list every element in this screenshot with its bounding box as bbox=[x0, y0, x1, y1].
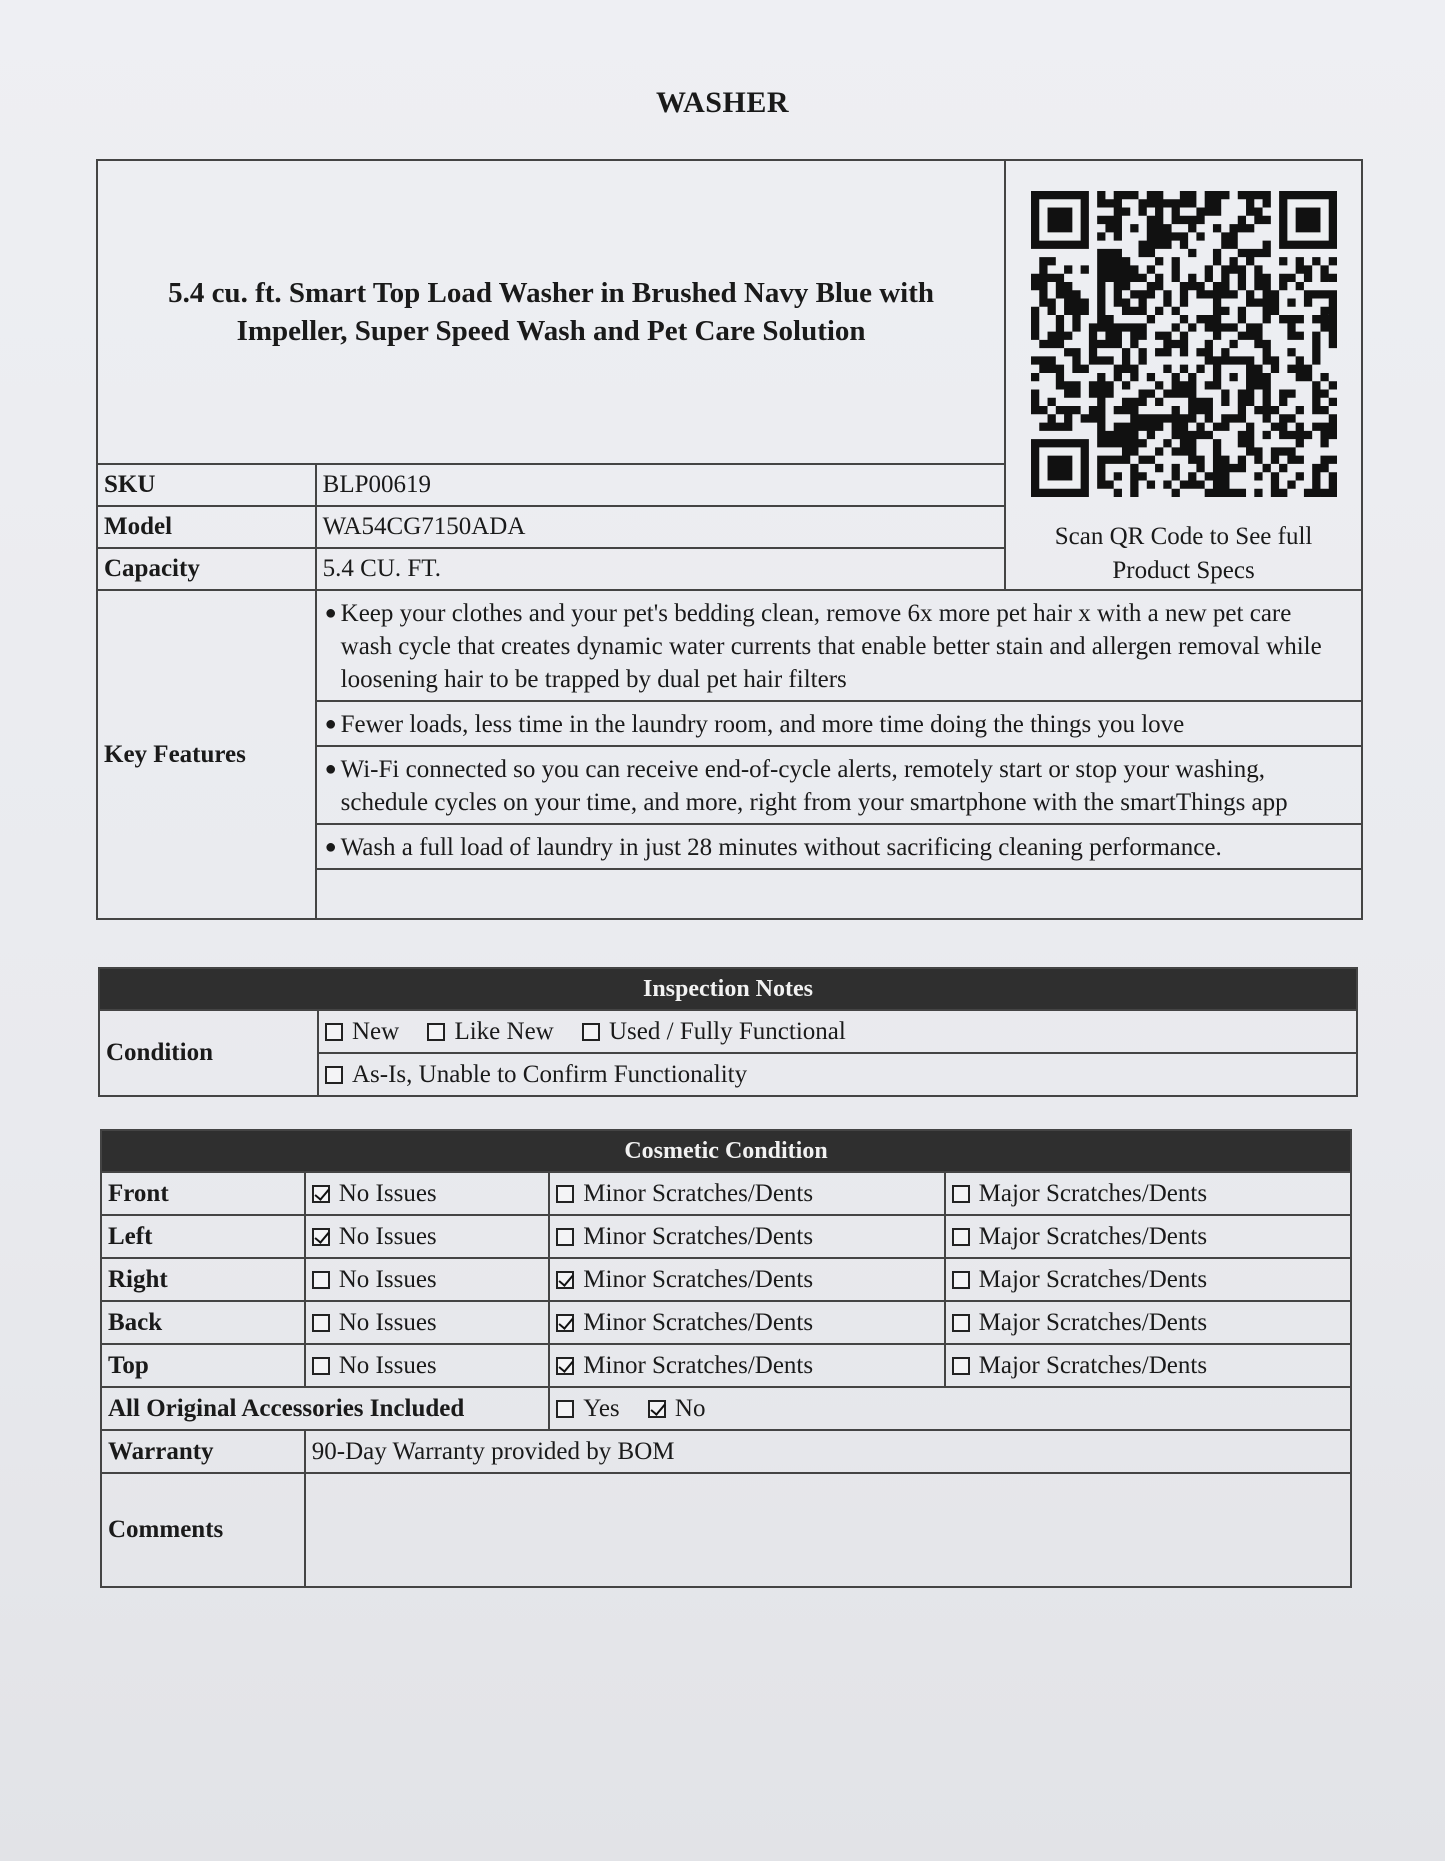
comments-field[interactable] bbox=[305, 1473, 1351, 1587]
option-no-issues bbox=[305, 1301, 550, 1344]
checkbox-icon[interactable] bbox=[952, 1185, 970, 1203]
checkbox-icon[interactable] bbox=[648, 1400, 666, 1418]
option-minor-scratches bbox=[549, 1301, 944, 1344]
feature-text: Wash a full load of laundry in just 28 minutes without sacrificing cleaning performance. bbox=[340, 834, 1222, 861]
choice-minor-scratches[interactable] bbox=[556, 1223, 813, 1251]
option-no-issues bbox=[305, 1172, 550, 1215]
option-minor-scratches bbox=[549, 1258, 944, 1301]
option-no-issues bbox=[305, 1344, 550, 1387]
option-label: Minor Scratches/Dents bbox=[583, 1222, 814, 1250]
bullet-icon: ● bbox=[324, 758, 337, 780]
checkbox-icon[interactable] bbox=[312, 1185, 330, 1203]
checkbox-icon[interactable] bbox=[556, 1271, 574, 1289]
choice-major-scratches[interactable] bbox=[952, 1223, 1207, 1251]
document-title: WASHER bbox=[655, 86, 790, 119]
option-major-scratches bbox=[945, 1172, 1351, 1215]
inspection-notes-table bbox=[98, 967, 1358, 1097]
inspection-notes-header: Inspection Notes bbox=[99, 968, 1357, 1010]
model-label: Model bbox=[97, 506, 316, 548]
checkbox-icon[interactable] bbox=[952, 1271, 970, 1289]
option-minor-scratches bbox=[549, 1172, 944, 1215]
checkbox-icon[interactable] bbox=[556, 1185, 574, 1203]
bullet-icon: ● bbox=[324, 713, 337, 735]
feature-text: Keep your clothes and your pet's bedding clean, remove 6x more pet hair x with a new pet care wash cycle that creates dynamic water currents that enable better stain and allergen removal while loosening hair to be trapped by dual pet hair filters bbox=[340, 600, 1322, 693]
option-label: Major Scratches/Dents bbox=[978, 1179, 1208, 1207]
feature-text: Wi-Fi connected so you can receive end-of-cycle alerts, remotely start or stop your washing, schedule cycles on your time, and more, right from your smartphone with the smartThings app bbox=[340, 756, 1288, 816]
sku-value: BLP00619 bbox=[316, 464, 1005, 506]
checkbox-icon[interactable] bbox=[312, 1271, 330, 1289]
feature-item bbox=[317, 746, 1361, 824]
cosmetic-condition-header: Cosmetic Condition bbox=[101, 1130, 1351, 1172]
option-label: Minor Scratches/Dents bbox=[583, 1179, 814, 1207]
choice-minor-scratches[interactable] bbox=[556, 1266, 813, 1294]
accessories-label: All Original Accessories Included bbox=[101, 1387, 549, 1430]
qr-caption bbox=[1012, 520, 1355, 588]
option-no-issues bbox=[305, 1258, 550, 1301]
choice-major-scratches[interactable] bbox=[952, 1180, 1207, 1208]
option-label: As-Is, Unable to Confirm Functionality bbox=[352, 1060, 748, 1088]
option-minor-scratches bbox=[549, 1344, 944, 1387]
choice-minor-scratches[interactable] bbox=[556, 1180, 813, 1208]
option-label: Yes bbox=[583, 1394, 620, 1422]
checkbox-icon[interactable] bbox=[952, 1228, 970, 1246]
option-label: Major Scratches/Dents bbox=[978, 1265, 1208, 1293]
choice-no-issues[interactable] bbox=[312, 1352, 437, 1380]
sku-label: SKU bbox=[97, 464, 316, 506]
warranty-label: Warranty bbox=[101, 1430, 305, 1473]
accessories-yes[interactable] bbox=[556, 1395, 619, 1423]
checkbox-icon[interactable] bbox=[952, 1314, 970, 1332]
side-label: Right bbox=[101, 1258, 305, 1301]
option-label: No Issues bbox=[338, 1308, 437, 1336]
option-minor-scratches bbox=[549, 1215, 944, 1258]
product-name bbox=[97, 160, 1005, 464]
checkbox-icon[interactable] bbox=[312, 1357, 330, 1375]
cosmetic-row-back bbox=[101, 1301, 1351, 1344]
choice-minor-scratches[interactable] bbox=[556, 1309, 813, 1337]
qr-caption-line-1: Scan QR Code to See full bbox=[1054, 523, 1313, 550]
bullet-icon: ● bbox=[324, 602, 337, 624]
cosmetic-row-right bbox=[101, 1258, 1351, 1301]
capacity-label: Capacity bbox=[97, 548, 316, 590]
warranty-value: 90-Day Warranty provided by BOM bbox=[305, 1430, 1351, 1473]
option-label: Major Scratches/Dents bbox=[978, 1308, 1208, 1336]
option-label: No Issues bbox=[338, 1265, 437, 1293]
comments-label: Comments bbox=[101, 1473, 305, 1587]
option-no-issues bbox=[305, 1215, 550, 1258]
features-list bbox=[317, 591, 1361, 918]
key-features-cell bbox=[316, 590, 1362, 919]
option-major-scratches bbox=[945, 1215, 1351, 1258]
choice-minor-scratches[interactable] bbox=[556, 1352, 813, 1380]
cosmetic-row-front bbox=[101, 1172, 1351, 1215]
feature-empty-row bbox=[317, 869, 1361, 918]
capacity-value: 5.4 CU. FT. bbox=[316, 548, 1005, 590]
checkbox-icon[interactable] bbox=[952, 1357, 970, 1375]
option-major-scratches bbox=[945, 1258, 1351, 1301]
checkbox-icon[interactable] bbox=[582, 1023, 600, 1041]
option-label: Major Scratches/Dents bbox=[978, 1351, 1208, 1379]
condition-new[interactable] bbox=[325, 1018, 399, 1046]
choice-no-issues[interactable] bbox=[312, 1180, 437, 1208]
bullet-icon: ● bbox=[324, 836, 337, 858]
cosmetic-row-left bbox=[101, 1215, 1351, 1258]
option-major-scratches bbox=[945, 1344, 1351, 1387]
option-label: No bbox=[674, 1394, 706, 1422]
cosmetic-condition-table bbox=[100, 1129, 1352, 1588]
checkbox-icon[interactable] bbox=[312, 1228, 330, 1246]
checkbox-icon[interactable] bbox=[556, 1400, 574, 1418]
product-name-line-2: Impeller, Super Speed Wash and Pet Care Solution bbox=[236, 315, 866, 347]
option-label: Major Scratches/Dents bbox=[978, 1222, 1208, 1250]
option-label: No Issues bbox=[338, 1179, 437, 1207]
option-label: Minor Scratches/Dents bbox=[583, 1308, 814, 1336]
cosmetic-row-top bbox=[101, 1344, 1351, 1387]
checkbox-icon[interactable] bbox=[556, 1228, 574, 1246]
option-label: Minor Scratches/Dents bbox=[583, 1265, 814, 1293]
product-name-line-1: 5.4 cu. ft. Smart Top Load Washer in Brushed Navy Blue with bbox=[168, 277, 935, 309]
checkbox-icon[interactable] bbox=[556, 1314, 574, 1332]
feature-item bbox=[317, 701, 1361, 746]
choice-no-issues[interactable] bbox=[312, 1309, 437, 1337]
side-label: Back bbox=[101, 1301, 305, 1344]
choice-no-issues[interactable] bbox=[312, 1223, 437, 1251]
condition-options-row bbox=[318, 1010, 1357, 1053]
side-label: Front bbox=[101, 1172, 305, 1215]
feature-item bbox=[317, 591, 1361, 701]
option-label: Used / Fully Functional bbox=[609, 1017, 846, 1045]
qr-caption-line-2: Product Specs bbox=[1112, 557, 1255, 584]
product-table bbox=[96, 159, 1363, 920]
feature-text: Fewer loads, less time in the laundry room, and more time doing the things you love bbox=[340, 711, 1185, 738]
choice-major-scratches[interactable] bbox=[952, 1352, 1207, 1380]
choice-major-scratches[interactable] bbox=[952, 1266, 1207, 1294]
checkbox-icon[interactable] bbox=[427, 1023, 445, 1041]
condition-used[interactable] bbox=[582, 1018, 846, 1046]
checkbox-icon[interactable] bbox=[325, 1066, 343, 1084]
choice-no-issues[interactable] bbox=[312, 1266, 437, 1294]
side-label: Top bbox=[101, 1344, 305, 1387]
side-label: Left bbox=[101, 1215, 305, 1258]
qr-code[interactable] bbox=[1031, 191, 1337, 497]
model-value: WA54CG7150ADA bbox=[316, 506, 1005, 548]
option-major-scratches bbox=[945, 1301, 1351, 1344]
option-label: Like New bbox=[454, 1017, 554, 1045]
accessories-no[interactable] bbox=[648, 1395, 706, 1423]
feature-item bbox=[317, 824, 1361, 869]
checkbox-icon[interactable] bbox=[325, 1023, 343, 1041]
option-label: No Issues bbox=[338, 1351, 437, 1379]
condition-like-new[interactable] bbox=[427, 1018, 553, 1046]
qr-code-cell bbox=[1005, 160, 1362, 590]
checkbox-icon[interactable] bbox=[556, 1357, 574, 1375]
condition-label: Condition bbox=[99, 1010, 318, 1096]
accessories-options bbox=[549, 1387, 1351, 1430]
option-label: Minor Scratches/Dents bbox=[583, 1351, 814, 1379]
choice-major-scratches[interactable] bbox=[952, 1309, 1207, 1337]
option-label: No Issues bbox=[338, 1222, 437, 1250]
condition-as-is[interactable] bbox=[325, 1061, 747, 1089]
option-label: New bbox=[352, 1017, 400, 1045]
condition-as-is-row bbox=[318, 1053, 1357, 1096]
checkbox-icon[interactable] bbox=[312, 1314, 330, 1332]
key-features-label: Key Features bbox=[97, 590, 316, 919]
